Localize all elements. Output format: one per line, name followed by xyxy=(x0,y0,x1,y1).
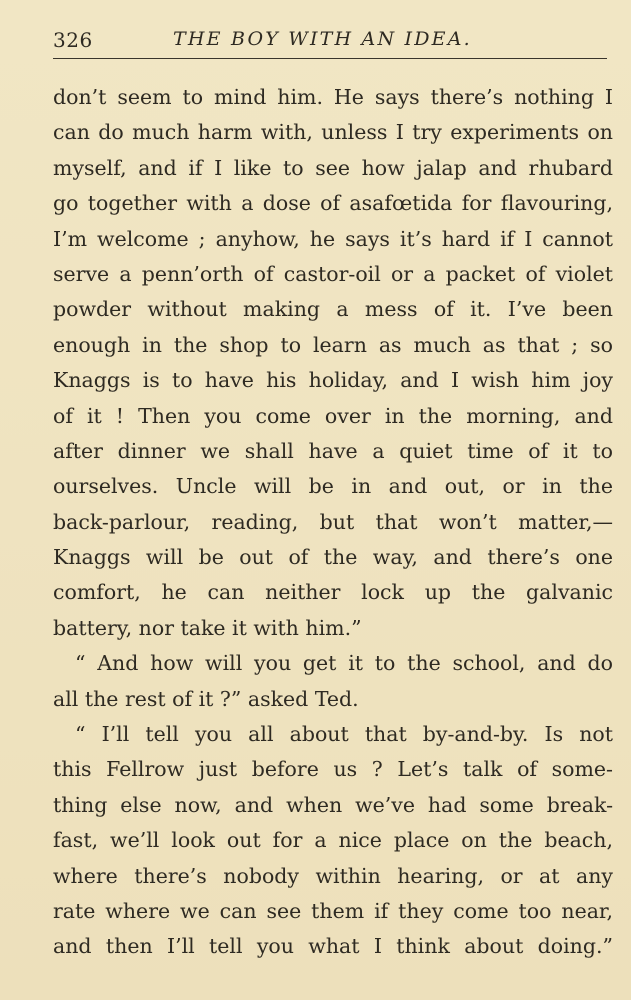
text-line: fast, we’ll look out for a nice place on the beach, xyxy=(53,828,613,853)
text-line: Knaggs will be out of the way, and there’s one xyxy=(53,545,613,570)
text-line: comfort, he can neither lock up the galvanic xyxy=(53,580,613,605)
text-line: don’t seem to mind him. He says there’s nothing I xyxy=(53,85,613,109)
text-line: can do much harm with, unless I try experiments on xyxy=(53,120,613,145)
body-text xyxy=(53,80,613,965)
text-line: this Fellrow just before us ? Let’s talk of some- xyxy=(53,757,613,782)
text-line: where there’s nobody within hearing, or at any xyxy=(53,863,613,888)
text-line: all the rest of it ?” asked Ted. xyxy=(53,686,359,711)
text-line: and then I’ll tell you what I think about doing.” xyxy=(53,934,613,959)
text-line: myself, and if I like to see how jalap and rhubard xyxy=(53,155,613,180)
text-line: Knaggs is to have his holiday, and I wish him joy xyxy=(53,368,613,393)
text-line: “ I’ll tell you all about that by-and-by. Is not xyxy=(75,722,613,747)
text-line: ourselves. Uncle will be in and out, or in the xyxy=(53,474,613,499)
text-line: back-parlour, reading, but that won’t matter,— xyxy=(53,509,613,534)
text-line: enough in the shop to learn as much as that ; so xyxy=(53,332,613,357)
page-number: 326 xyxy=(53,28,93,52)
text-line: “ And how will you get it to the school, and do xyxy=(75,651,613,676)
text-line: battery, nor take it with him.” xyxy=(53,615,362,640)
text-line: rate where we can see them if they come too near, xyxy=(53,898,613,923)
text-line: of it ! Then you come over in the morning, and xyxy=(53,403,613,428)
text-line: powder without making a mess of it. I’ve been xyxy=(53,297,613,322)
text-line: serve a penn’orth of castor-oil or a packet of violet xyxy=(53,261,613,286)
running-head xyxy=(53,26,607,59)
running-title: THE BOY WITH AN IDEA. xyxy=(173,28,472,50)
text-line: thing else now, and when we’ve had some break- xyxy=(53,792,613,817)
text-line: I’m welcome ; anyhow, he says it’s hard if I cannot xyxy=(53,226,613,251)
text-line: after dinner we shall have a quiet time of it to xyxy=(53,438,613,463)
text-line: go together with a dose of asafœtida for flavouring, xyxy=(53,191,613,216)
